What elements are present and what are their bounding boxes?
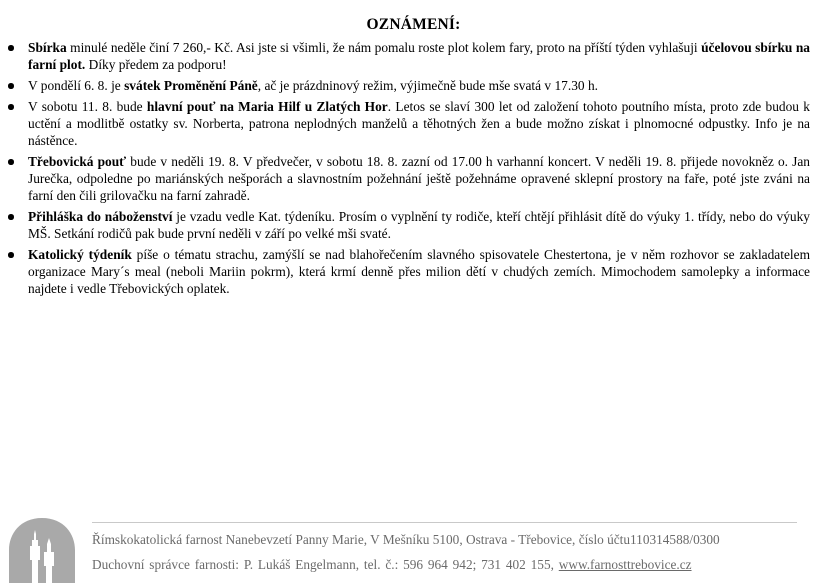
page-title: OZNÁMENÍ: <box>366 16 461 33</box>
emphasis-text: Přihláška do náboženství <box>28 209 173 224</box>
body-text: , ač je prázdninový režim, výjimečně bude mše svatá v 17.30 h. <box>257 78 598 93</box>
announcement-item <box>8 246 810 297</box>
emphasis-text: svátek Proměnění Páně <box>124 78 258 93</box>
announcement-text <box>28 99 810 148</box>
announcement-item <box>8 208 810 242</box>
body-text: je vzadu vedle Kat. týdeníku. Prosím o vyplnění ty rodiče, kteří chtějí přihlásit dítě do výuky 1. třídy, nebo do výuky MŠ. Setkání rodičů pak bude první neděli v září po velké mši svaté. <box>28 209 811 241</box>
footer-contact-text: Duchovní správce farnosti: P. Lukáš Engelmann, tel. č.: 596 964 942; 731 402 155, <box>92 557 559 572</box>
announcement-text <box>28 78 598 93</box>
emphasis-text: Sbírka <box>28 40 67 55</box>
bullet-icon <box>8 159 14 165</box>
body-text: minulé neděle činí 7 260,- Kč. Asi jste si všimli, že nám pomalu roste plot kolem fary, proto na příští týden vyhlašuji <box>66 40 702 55</box>
body-text: píše o tématu strachu, zamýšlí se nad blahořečením slavného spisovatele Chestertona, je v něm rozhovor se zakladatelem organizace Mary´s meal (neboli Mariin pokrm), která krmí denně přes milion dětí v chudých zemích. Mimochodem samolepky a informace najdete i vedle Třebovických oplatek. <box>28 247 810 296</box>
footer-contact-info <box>92 557 802 573</box>
emphasis-text: hlavní pouť na Maria Hilf u Zlatých Hor <box>146 99 388 114</box>
body-text: V sobotu 11. 8. bude <box>28 99 147 114</box>
footer-divider <box>92 522 797 523</box>
website-link[interactable]: www.farnosttrebovice.cz <box>558 557 692 572</box>
footer-parish-info: Římskokatolická farnost Nanebevzetí Panny Marie, V Mešníku 5100, Ostrava - Třebovice, číslo účtu110314588/0300 <box>92 532 720 547</box>
emphasis-text: Třebovická pouť <box>28 154 127 169</box>
church-silhouette-icon <box>6 516 78 583</box>
bullet-icon <box>8 83 14 89</box>
bullet-icon <box>8 45 14 51</box>
bullet-icon <box>8 214 14 220</box>
body-text: bude v neděli 19. 8. V předvečer, v sobotu 18. 8. zazní od 17.00 h varhanní koncert. V neděli 19. 8. přijede novokněz o. Jan Jurečka, odpoledne po mariánských nešporách a slavnostním požehnání ještě požehnáme opravené sklepní prostory na faře, poté jste zváni na farní den čili grilovačku na farní zahradě. <box>28 154 810 203</box>
announcement-text <box>28 209 810 241</box>
announcement-item <box>8 153 810 204</box>
announcement-item <box>8 39 810 73</box>
body-text: V pondělí 6. 8. je <box>28 78 125 93</box>
announcement-text <box>28 154 810 203</box>
bullet-icon <box>8 104 14 110</box>
bullet-icon <box>8 252 14 258</box>
emphasis-text: Katolický týdeník <box>28 247 132 262</box>
body-text: Díky předem za podporu! <box>85 57 227 72</box>
emphasis-text: účelovou sbírku na farní plot. <box>28 40 810 72</box>
announcement-item <box>8 98 810 149</box>
announcement-text <box>28 40 810 72</box>
announcement-item <box>8 77 810 94</box>
announcement-list <box>8 39 810 301</box>
announcement-text <box>28 247 810 296</box>
body-text: . Letos se slaví 300 let od založení tohoto poutního místa, proto zde budou k uctění a modlitbě ostatky sv. Norberta, patrona neplodných manželů a těhotných žen a bude možno získat i plnomocné odpustky. Info je na nástěnce. <box>28 99 810 148</box>
